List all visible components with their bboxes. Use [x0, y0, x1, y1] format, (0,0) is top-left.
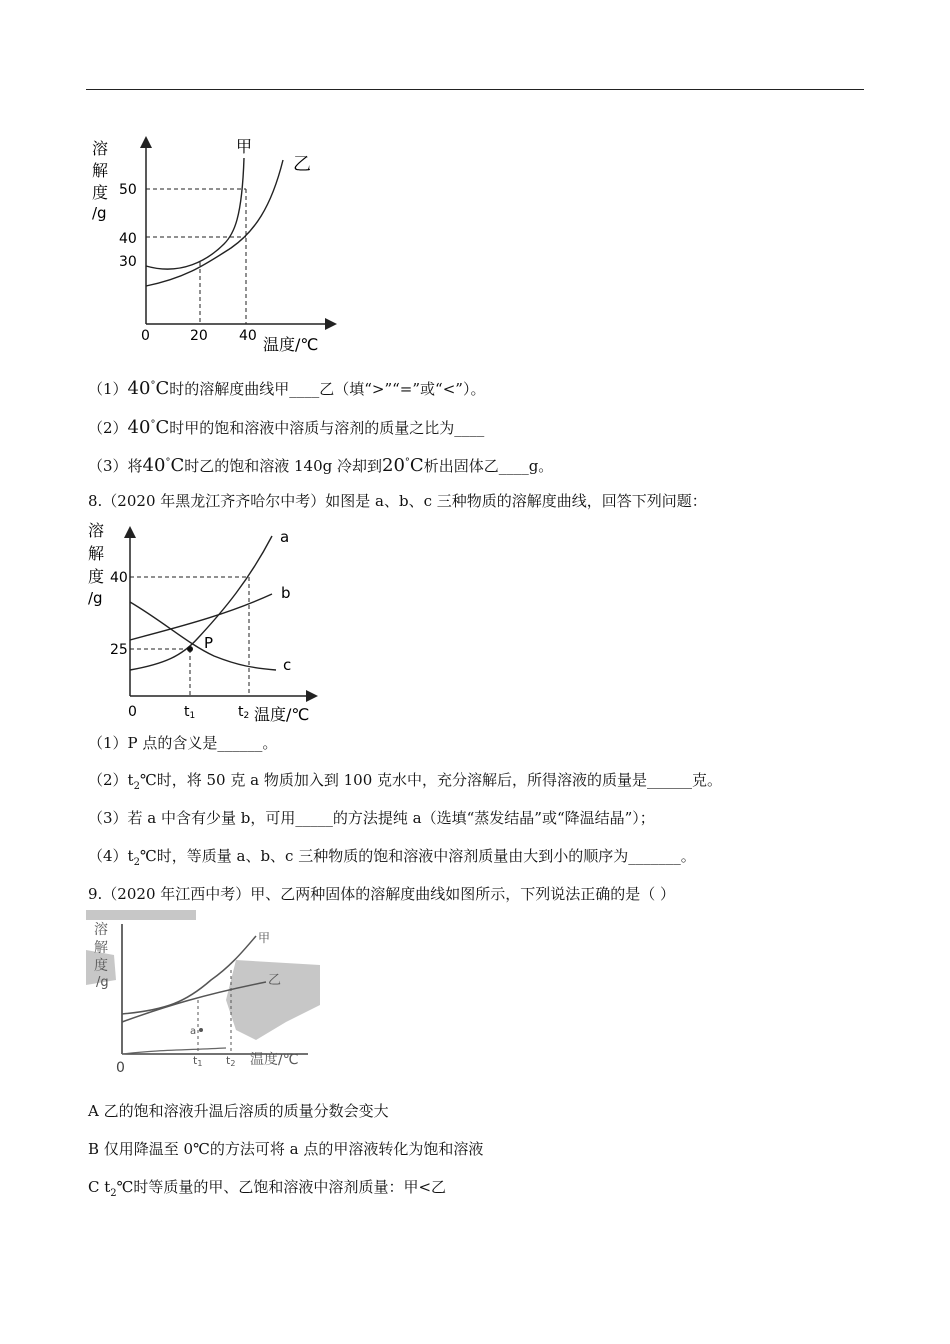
ylabel-2: 解 [94, 940, 108, 956]
ylabel-3: 度 [88, 567, 105, 586]
ylabel-1: 溶 [88, 521, 105, 540]
q9-option-c: C $t_2℃$时等质量的甲、乙饱和溶液中溶剂质量：甲<乙 [88, 1178, 447, 1199]
x-axis-label: 温度/℃ [263, 335, 319, 354]
q8-part-1: （1）P 点的含义是______。 [88, 734, 278, 752]
q8-title: 8.（2020 年黑龙江齐齐哈尔中考）如图是 a、b、c 三种物质的溶解度曲线，回答下列问题： [88, 492, 707, 510]
point-p [187, 646, 193, 652]
q9-option-b: B 仅用降温至 0℃的方法可将 a 点的甲溶液转化为饱和溶液 [88, 1140, 484, 1158]
xtick-t2: t2 [238, 704, 250, 721]
ytick-50: 50 [119, 182, 137, 198]
series-yi-label: 乙 [293, 154, 311, 175]
q9-option-a: A 乙的饱和溶液升温后溶质的质量分数会变大 [88, 1102, 389, 1120]
series-b-label: b [281, 584, 291, 602]
ylabel-4: /g [92, 204, 107, 222]
series-jia-label: 甲 [236, 137, 253, 156]
q7-part-1: （1）40°C时的溶解度曲线甲____乙（填“>”“=”或“<”）。 [88, 378, 486, 399]
point-a-label: a [190, 1026, 197, 1037]
q8-part-4: $(4)t_2℃$时，等质量 a、b、c 三种物质的饱和溶液中溶剂质量由大到小的顺序为_______。 [88, 847, 696, 868]
solubility-chart-1 [86, 128, 346, 360]
solubility-chart-2 [84, 518, 324, 723]
ylabel-4: /g [88, 589, 103, 607]
xtick-t1: t1 [184, 704, 196, 721]
q7-part-3: （3）将40°C时乙的饱和溶液 140g 冷却到20°C析出固体乙____g。 [88, 455, 554, 476]
scan-smudge [86, 910, 196, 920]
xtick-t1: t1 [193, 1054, 203, 1068]
xtick-0: 0 [141, 328, 150, 344]
ylabel-2: 解 [92, 161, 109, 180]
xtick-20: 20 [190, 328, 208, 344]
xtick-40: 40 [239, 328, 257, 344]
ylabel-1: 溶 [94, 922, 108, 938]
xtick-0: 0 [128, 704, 137, 720]
curve-c [130, 602, 276, 670]
xtick-t2: t2 [226, 1054, 236, 1068]
q9-title: 9.（2020 年江西中考）甲、乙两种固体的溶解度曲线如图所示，下列说法正确的是（ ） [88, 885, 676, 903]
q8-part-3: （3）若 a 中含有少量 b，可用_____的方法提纯 a（选填“蒸发结晶”或“降温结晶”）； [88, 809, 655, 827]
series-yi-label: 乙 [268, 973, 282, 988]
ytick-30: 30 [119, 254, 137, 270]
header-rule [86, 89, 864, 90]
scan-smudge [226, 960, 320, 1040]
ytick-25: 25 [110, 642, 128, 658]
x-axis-label: 温度/℃ [250, 1052, 299, 1068]
series-jia-label: 甲 [258, 931, 271, 945]
series-c-label: c [283, 656, 292, 674]
ylabel-2: 解 [88, 544, 105, 563]
series-a-label: a [280, 528, 290, 546]
xtick-0: 0 [116, 1060, 125, 1076]
ylabel-1: 溶 [92, 139, 109, 158]
point-a [199, 1028, 203, 1032]
q7-part-2: （2）40°C时甲的饱和溶液中溶质与溶剂的质量之比为____ [88, 417, 485, 438]
x-axis-label: 温度/℃ [254, 705, 310, 723]
q8-part-2: $(2)t_2℃$时，将 50 克 a 物质加入到 100 克水中，充分溶解后，所得溶液的质量是______克。 [88, 771, 723, 792]
curve-b [130, 594, 272, 640]
ylabel-3: 度 [92, 183, 109, 202]
curve-bottom [122, 1048, 226, 1054]
solubility-chart-3 [86, 910, 322, 1078]
ylabel-4: /g [96, 975, 109, 990]
curve-jia [146, 158, 244, 269]
ytick-40: 40 [119, 231, 137, 247]
point-p-label: P [204, 634, 214, 652]
ytick-40: 40 [110, 570, 128, 586]
curve-yi [146, 160, 283, 286]
ylabel-3: 度 [94, 958, 108, 974]
